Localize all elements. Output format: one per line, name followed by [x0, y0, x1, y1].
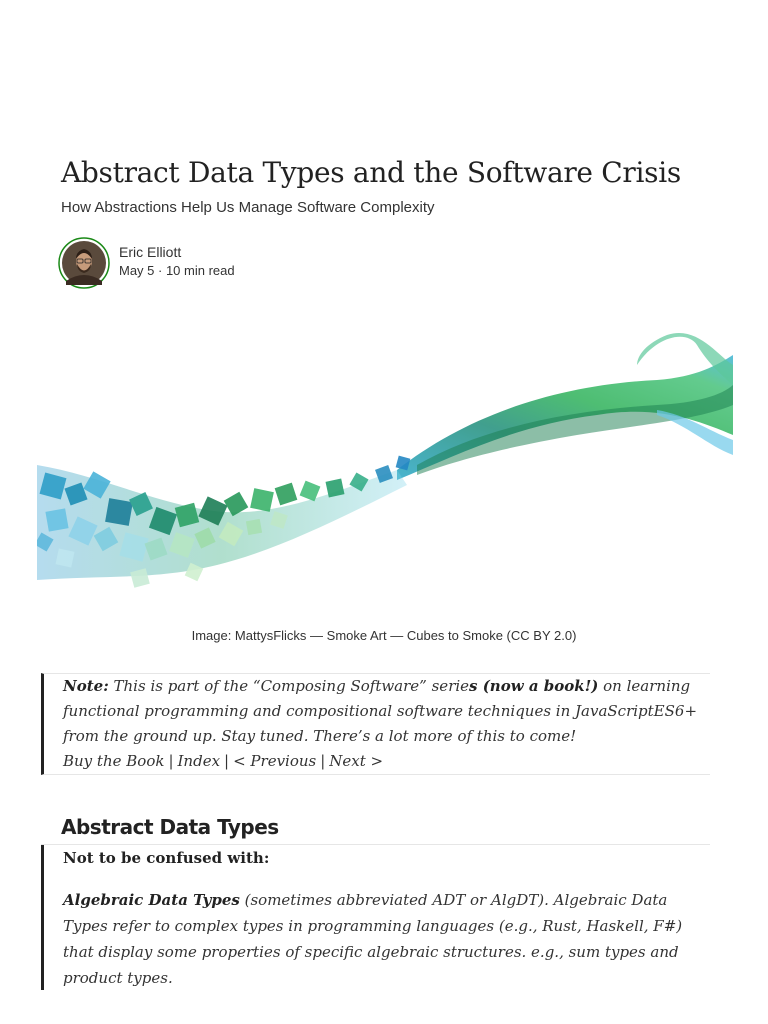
- next-link[interactable]: Next >: [329, 752, 384, 770]
- quote-paragraph: [63, 887, 713, 991]
- index-link[interactable]: Index: [177, 752, 221, 770]
- series-links: [63, 749, 383, 774]
- note-blockquote: [41, 673, 710, 775]
- note-book-emphasis: s (now a book!): [469, 677, 599, 695]
- author-name[interactable]: Eric Elliott: [119, 244, 182, 260]
- quote-text: (sometimes abbreviated ADT or AlgDT). Algebraic Data Types refer to complex types in programming languages (e.g., Rust, Haskell, F#) that display some properties of specific algebraic structures. e.g., sum types and product types.: [63, 891, 683, 987]
- quote-heading: Not to be confused with:: [63, 849, 270, 867]
- author-avatar[interactable]: [58, 237, 110, 289]
- note-text-part-1: This is part of the “Composing Software” serie: [113, 677, 470, 695]
- link-separator: |: [224, 752, 230, 770]
- buy-book-link[interactable]: Buy the Book: [63, 752, 165, 770]
- hero-caption: Image: MattysFlicks — Smoke Art — Cubes to Smoke (CC BY 2.0): [191, 628, 577, 643]
- link-separator: |: [168, 752, 174, 770]
- note-text-part-2: on learning functional programming and compositional software techniques in JavaScriptES6+ from the ground up. Stay tuned. There’s a lot more of this to come!: [63, 677, 698, 745]
- definition-blockquote: [41, 845, 710, 990]
- previous-link[interactable]: < Previous: [233, 752, 317, 770]
- article-title: Abstract Data Types and the Software Crisis: [61, 156, 681, 189]
- note-text: [63, 674, 713, 749]
- article-subtitle: How Abstractions Help Us Manage Software Complexity: [61, 199, 435, 216]
- hero-image: [37, 325, 733, 617]
- note-label: Note:: [63, 677, 109, 695]
- article-meta: May 5 · 10 min read: [119, 263, 235, 278]
- link-separator: |: [320, 752, 326, 770]
- section-heading: Abstract Data Types: [61, 814, 279, 839]
- quote-term: Algebraic Data Types: [63, 891, 240, 909]
